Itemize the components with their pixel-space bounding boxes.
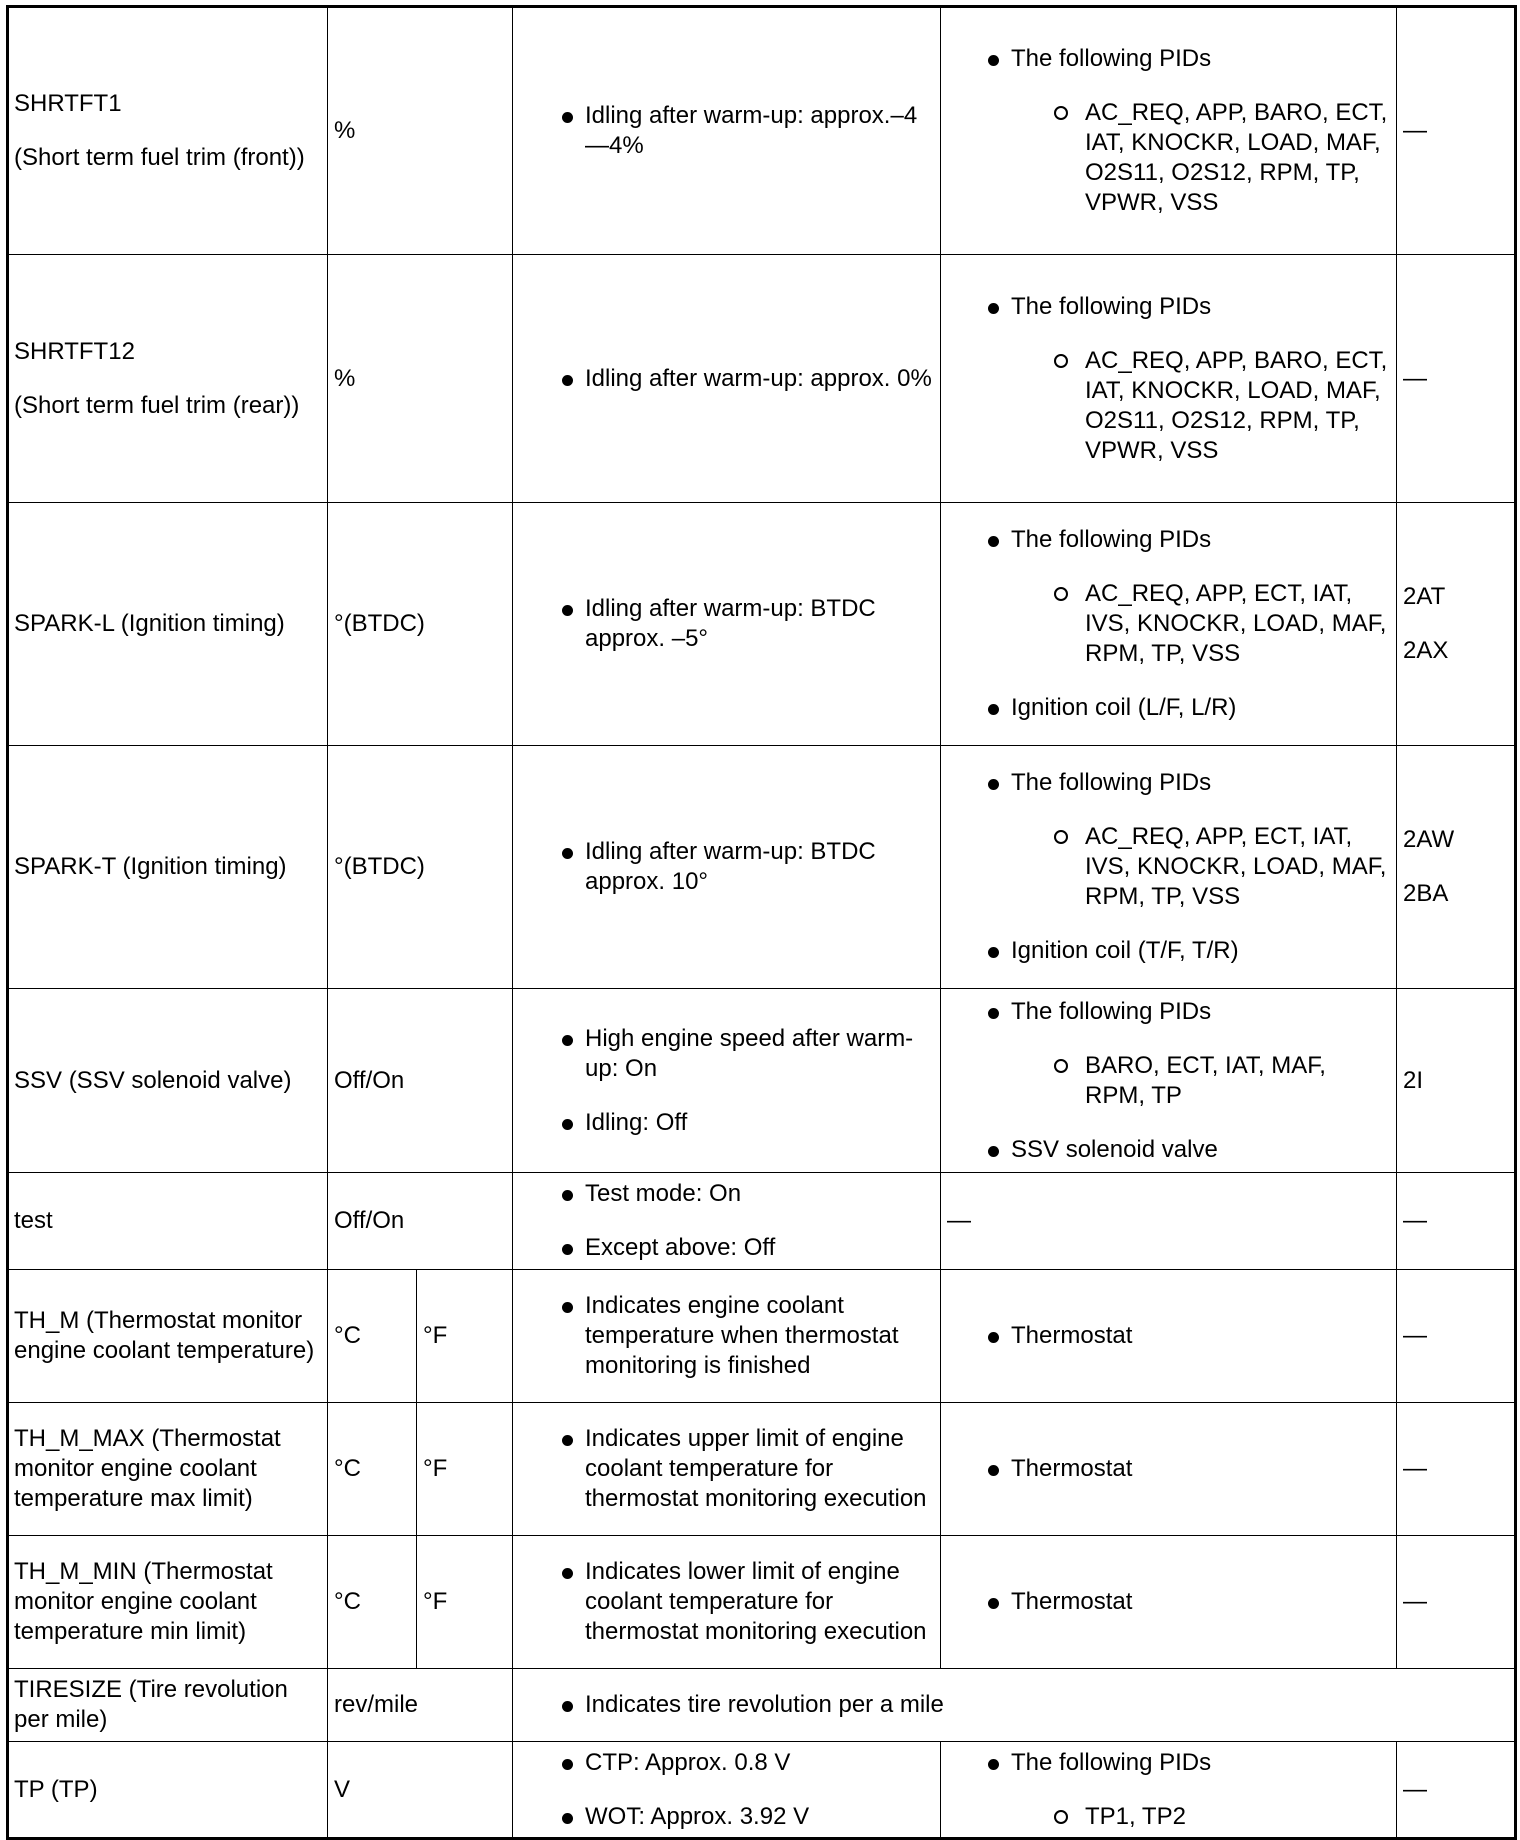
terminal-cell <box>1397 7 1516 255</box>
bullet-text: Idling after warm-up: BTDC approx. 10° <box>585 838 876 895</box>
unit-alt-text: °F <box>423 1588 448 1615</box>
bullet-text: Idling: Off <box>585 1108 688 1136</box>
bullet-item <box>977 936 1390 966</box>
bullet-text: Idling after warm-up: BTDC approx. –5° <box>585 595 876 652</box>
pid-name-cell <box>8 1173 328 1270</box>
bullet-item <box>551 594 934 654</box>
terminal-value: — <box>1403 117 1427 144</box>
bullet-item <box>551 101 934 161</box>
table-row <box>8 1536 1516 1669</box>
bullet-text: The following PIDs <box>1011 526 1212 553</box>
bullet-text: Thermostat <box>1011 1455 1133 1482</box>
terminal-cell <box>1397 255 1516 503</box>
unit-text: Off/On <box>334 1207 405 1234</box>
terminal-list <box>1403 1587 1508 1617</box>
terminal-list <box>1403 1775 1508 1805</box>
bullet-text: The following PIDs <box>1011 997 1212 1025</box>
terminal-value: — <box>1403 1455 1427 1482</box>
unit-cell <box>328 989 513 1173</box>
unit-alt-cell <box>417 1536 513 1669</box>
table-row <box>8 1742 1516 1839</box>
bullet-text: High engine speed after warm-up: On <box>585 1024 914 1082</box>
unit-cell <box>328 1536 417 1669</box>
unit-text: rev/mile <box>334 1691 419 1718</box>
unit-cell <box>328 1742 513 1839</box>
pid-name-line: SHRTFT1 <box>14 90 122 117</box>
sub-bullet-item <box>1051 822 1390 912</box>
bullet-text: Thermostat <box>1011 1588 1133 1615</box>
pid-name-cell <box>8 1270 328 1403</box>
sub-bullet-item <box>1051 579 1390 669</box>
condition-cell <box>513 255 941 503</box>
terminal-value: 2I <box>1403 1066 1424 1094</box>
unit-cell <box>328 255 513 503</box>
condition-cell <box>513 1403 941 1536</box>
pid-name: TP (TP) <box>14 1775 98 1803</box>
sub-bullet-item <box>1051 1051 1390 1111</box>
inspection-item-cell <box>941 746 1397 989</box>
sub-bullet-list <box>1011 1802 1390 1832</box>
bullet-text: Indicates tire revolution per a mile <box>585 1691 944 1718</box>
terminal-value: — <box>1403 1775 1427 1803</box>
terminal-cell <box>1397 1270 1516 1403</box>
pid-name-cell <box>8 746 328 989</box>
bullet-item <box>977 1454 1390 1484</box>
inspection-none: — <box>947 1207 971 1234</box>
inspection-list <box>977 997 1390 1165</box>
bullet-text: Ignition coil (L/F, L/R) <box>1011 694 1237 721</box>
sub-bullet-item <box>1051 1802 1390 1832</box>
terminal-list <box>1403 582 1508 666</box>
condition-cell <box>513 1270 941 1403</box>
inspection-item-cell <box>941 1403 1397 1536</box>
bullet-item <box>977 1748 1390 1832</box>
bullet-item <box>551 1748 934 1778</box>
condition-list <box>551 594 934 654</box>
terminal-cell <box>1397 989 1516 1173</box>
table-row <box>8 989 1516 1173</box>
pid-monitor-table <box>6 5 1517 1840</box>
sub-bullet-list <box>1011 822 1390 912</box>
table-row <box>8 255 1516 503</box>
pid-name-line: SHRTFT12 <box>14 337 135 365</box>
bullet-item <box>551 1802 934 1832</box>
condition-list <box>551 837 934 897</box>
sub-bullet-text: AC_REQ, APP, ECT, IAT, IVS, KNOCKR, LOAD, MAF, RPM, TP, VSS <box>1085 580 1387 667</box>
inspection-list <box>977 525 1390 723</box>
inspection-item-cell <box>941 1270 1397 1403</box>
condition-list <box>551 1291 934 1381</box>
unit-text: % <box>334 364 356 392</box>
table-row <box>8 1173 1516 1270</box>
inspection-item-cell <box>941 989 1397 1173</box>
bullet-item <box>977 1587 1390 1617</box>
table-row <box>8 1403 1516 1536</box>
bullet-text: Ignition coil (T/F, T/R) <box>1011 937 1239 964</box>
pid-name <box>14 337 321 421</box>
unit-alt-cell <box>417 1403 513 1536</box>
inspection-list <box>977 1321 1390 1351</box>
inspection-item-cell <box>941 7 1397 255</box>
pid-name: SPARK-T (Ignition timing) <box>14 853 287 880</box>
table-row <box>8 1270 1516 1403</box>
inspection-list <box>977 1748 1390 1832</box>
terminal-list <box>1403 1066 1508 1096</box>
terminal-list <box>1403 1321 1508 1351</box>
bullet-item <box>551 1179 934 1209</box>
inspection-item-cell <box>941 255 1397 503</box>
condition-list <box>551 1024 934 1138</box>
sub-bullet-list <box>1011 98 1390 218</box>
inspection-list <box>977 292 1390 466</box>
bullet-item <box>977 1135 1390 1165</box>
terminal-cell <box>1397 1173 1516 1270</box>
terminal-value: — <box>1403 364 1427 392</box>
pid-name: SPARK-L (Ignition timing) <box>14 610 285 637</box>
unit-text: °(BTDC) <box>334 610 425 637</box>
condition-cell <box>513 746 941 989</box>
bullet-item <box>977 525 1390 669</box>
bullet-item <box>551 1024 934 1084</box>
bullet-item <box>551 364 934 394</box>
pid-name-cell <box>8 503 328 746</box>
unit-cell <box>328 1403 417 1536</box>
condition-list <box>551 1424 934 1514</box>
unit-text: % <box>334 117 356 144</box>
terminal-value: — <box>1403 1588 1427 1615</box>
bullet-item <box>551 1690 1508 1720</box>
terminal-cell <box>1397 1742 1516 1839</box>
terminal-list <box>1403 1206 1508 1236</box>
pid-name-cell <box>8 1742 328 1839</box>
unit-alt-text: °F <box>423 1455 448 1482</box>
pid-name-cell <box>8 1669 328 1742</box>
bullet-text: Indicates lower limit of engine coolant temperature for thermostat monitoring execution <box>585 1558 927 1645</box>
unit-text: V <box>334 1775 351 1803</box>
inspection-item-cell <box>941 1536 1397 1669</box>
condition-cell <box>513 503 941 746</box>
table-row <box>8 746 1516 989</box>
bullet-item <box>551 837 934 897</box>
condition-cell <box>513 1669 1516 1742</box>
bullet-text: The following PIDs <box>1011 45 1212 72</box>
inspection-list <box>977 768 1390 966</box>
terminal-value: 2AX <box>1403 637 1449 664</box>
terminal-value: 2BA <box>1403 880 1449 907</box>
unit-cell <box>328 7 513 255</box>
terminal-value: 2AT <box>1403 583 1446 610</box>
sub-bullet-list <box>1011 579 1390 669</box>
bullet-item <box>977 768 1390 912</box>
unit-text: °(BTDC) <box>334 853 425 880</box>
pid-name: TH_M_MIN (Thermostat monitor engine coolant temperature min limit) <box>14 1558 273 1645</box>
unit-text: Off/On <box>334 1066 405 1094</box>
inspection-item-cell <box>941 503 1397 746</box>
sub-bullet-list <box>1011 1051 1390 1111</box>
unit-text: °C <box>334 1455 361 1482</box>
condition-cell <box>513 7 941 255</box>
bullet-text: The following PIDs <box>1011 1748 1212 1776</box>
condition-cell <box>513 1173 941 1270</box>
bullet-item <box>551 1424 934 1514</box>
table-row <box>8 503 1516 746</box>
condition-list <box>551 101 934 161</box>
bullet-item <box>551 1557 934 1647</box>
pid-name: SSV (SSV solenoid valve) <box>14 1066 292 1094</box>
pid-name <box>14 89 321 173</box>
inspection-list <box>977 1454 1390 1484</box>
unit-alt-cell <box>417 1270 513 1403</box>
pid-name-line: (Short term fuel trim (rear)) <box>14 391 300 419</box>
pid-name: TH_M (Thermostat monitor engine coolant temperature) <box>14 1307 315 1364</box>
condition-cell <box>513 1742 941 1839</box>
pid-name-cell <box>8 255 328 503</box>
sub-bullet-text: BARO, ECT, IAT, MAF, RPM, TP <box>1085 1051 1326 1109</box>
table-row <box>8 7 1516 255</box>
bullet-item <box>977 44 1390 218</box>
pid-name-cell <box>8 989 328 1173</box>
terminal-list <box>1403 364 1508 394</box>
condition-list <box>551 1748 934 1832</box>
sub-bullet-list <box>1011 346 1390 466</box>
condition-list <box>551 1557 934 1647</box>
terminal-cell <box>1397 503 1516 746</box>
terminal-cell <box>1397 1403 1516 1536</box>
terminal-value: — <box>1403 1207 1427 1234</box>
pid-name-line: (Short term fuel trim (front)) <box>14 144 305 171</box>
terminal-list <box>1403 116 1508 146</box>
pid-name-cell <box>8 1403 328 1536</box>
terminal-value: 2AW <box>1403 826 1455 853</box>
unit-cell <box>328 1669 513 1742</box>
bullet-item <box>977 1321 1390 1351</box>
unit-cell <box>328 1270 417 1403</box>
condition-list <box>551 364 934 394</box>
unit-text: °C <box>334 1588 361 1615</box>
unit-cell <box>328 503 513 746</box>
bullet-item <box>551 1291 934 1381</box>
bullet-item <box>977 997 1390 1111</box>
pid-name-cell <box>8 1536 328 1669</box>
bullet-item <box>551 1108 934 1138</box>
bullet-text: Thermostat <box>1011 1322 1133 1349</box>
pid-name-cell <box>8 7 328 255</box>
terminal-cell <box>1397 746 1516 989</box>
bullet-text: CTP: Approx. 0.8 V <box>585 1748 791 1776</box>
bullet-text: Except above: Off <box>585 1234 776 1261</box>
inspection-item-cell <box>941 1742 1397 1839</box>
inspection-item-cell <box>941 1173 1397 1270</box>
unit-alt-text: °F <box>423 1322 448 1349</box>
bullet-text: WOT: Approx. 3.92 V <box>585 1802 810 1830</box>
pid-name: TIRESIZE (Tire revolution per mile) <box>14 1676 288 1733</box>
condition-cell <box>513 1536 941 1669</box>
bullet-text: Idling after warm-up: approx.–4—4% <box>585 102 918 159</box>
condition-cell <box>513 989 941 1173</box>
table-row <box>8 1669 1516 1742</box>
sub-bullet-text: AC_REQ, APP, BARO, ECT, IAT, KNOCKR, LOAD, MAF, O2S11, O2S12, RPM, TP, VPWR, VSS <box>1085 99 1388 216</box>
bullet-text: Indicates upper limit of engine coolant temperature for thermostat monitoring execution <box>585 1425 927 1512</box>
sub-bullet-item <box>1051 98 1390 218</box>
sub-bullet-text: AC_REQ, APP, ECT, IAT, IVS, KNOCKR, LOAD, MAF, RPM, TP, VSS <box>1085 823 1387 910</box>
inspection-list <box>977 44 1390 218</box>
bullet-text: The following PIDs <box>1011 292 1212 320</box>
condition-list <box>551 1690 1508 1720</box>
bullet-text: Test mode: On <box>585 1180 742 1207</box>
bullet-item <box>977 693 1390 723</box>
table-body <box>8 7 1516 1839</box>
pid-name: test <box>14 1207 53 1234</box>
terminal-value: — <box>1403 1322 1427 1349</box>
sub-bullet-item <box>1051 346 1390 466</box>
terminal-list <box>1403 825 1508 909</box>
unit-text: °C <box>334 1322 361 1349</box>
bullet-text: Indicates engine coolant temperature when thermostat monitoring is finished <box>585 1292 899 1379</box>
bullet-text: Idling after warm-up: approx. 0% <box>585 364 932 392</box>
condition-list <box>551 1179 934 1263</box>
sub-bullet-text: TP1, TP2 <box>1085 1802 1186 1830</box>
unit-cell <box>328 1173 513 1270</box>
inspection-list <box>977 1587 1390 1617</box>
terminal-cell <box>1397 1536 1516 1669</box>
bullet-item <box>977 292 1390 466</box>
bullet-text: SSV solenoid valve <box>1011 1135 1218 1163</box>
terminal-list <box>1403 1454 1508 1484</box>
bullet-item <box>551 1233 934 1263</box>
sub-bullet-text: AC_REQ, APP, BARO, ECT, IAT, KNOCKR, LOAD, MAF, O2S11, O2S12, RPM, TP, VPWR, VSS <box>1085 346 1388 464</box>
pid-name: TH_M_MAX (Thermostat monitor engine coolant temperature max limit) <box>14 1425 281 1512</box>
unit-cell <box>328 746 513 989</box>
bullet-text: The following PIDs <box>1011 769 1212 796</box>
